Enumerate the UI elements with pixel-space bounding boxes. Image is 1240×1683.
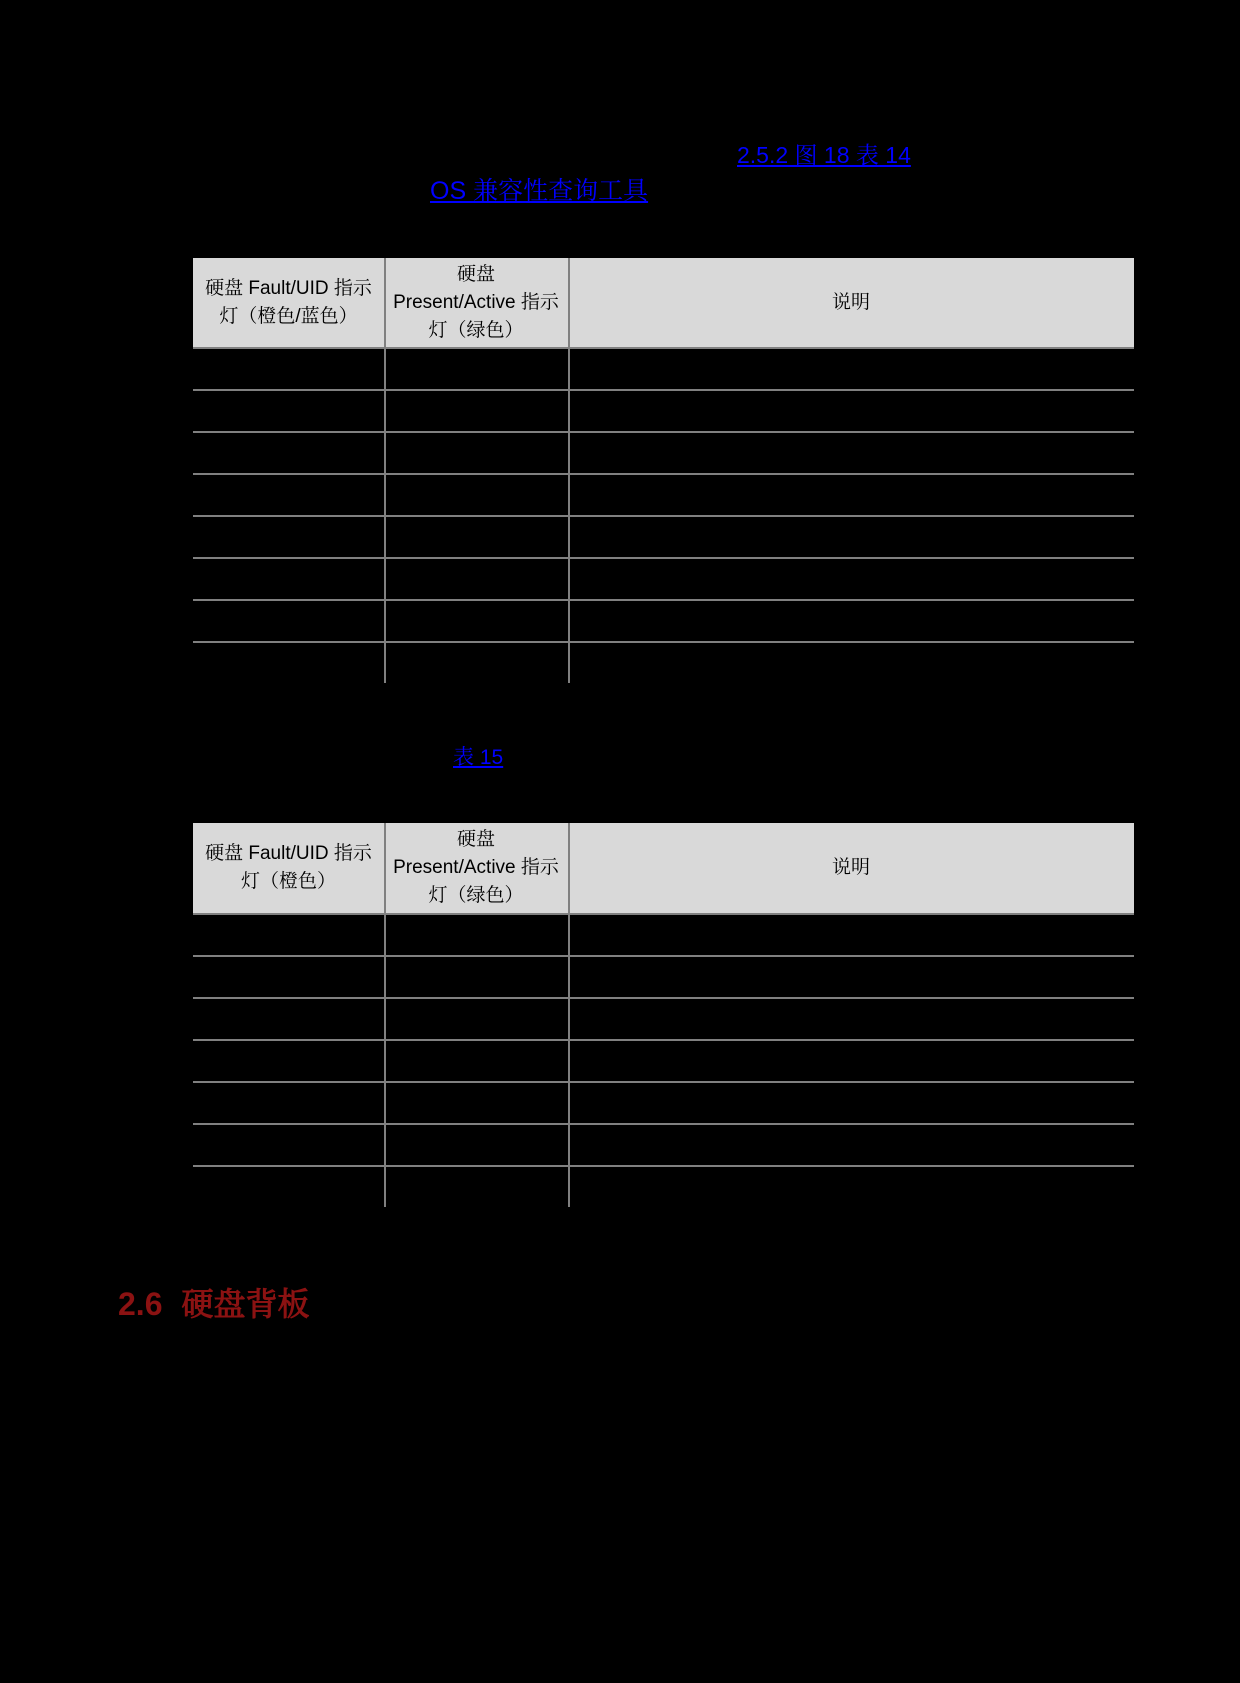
header-line: Present/Active 指示 — [393, 291, 559, 313]
table-15-column-divider-2 — [568, 823, 570, 1207]
table-row — [193, 999, 1134, 1041]
header-line: 灯（橙色/蓝色） — [219, 305, 358, 327]
link-section-figure-table-refs[interactable]: 2.5.2 图 18 表 14 — [737, 142, 911, 168]
table-15-header-row — [193, 823, 1134, 915]
link-os-compatibility-tool[interactable]: OS 兼容性查询工具 — [430, 177, 649, 205]
table-14-column-divider-2 — [568, 258, 570, 683]
table-row — [193, 349, 1134, 391]
header-line: 灯（橙色） — [240, 871, 336, 892]
table-row — [193, 391, 1134, 433]
header-line: Present/Active 指示 — [393, 857, 559, 878]
table-15-header-description — [568, 823, 1134, 913]
section-number: 2.6 — [118, 1286, 163, 1322]
table-row — [193, 1125, 1134, 1167]
header-line: 硬盘 — [456, 829, 495, 850]
table-14-partial-row — [193, 643, 1134, 683]
table-row — [193, 517, 1134, 559]
header-line: 灯（绿色） — [428, 885, 524, 906]
table-14-header-fault-uid-led — [193, 258, 384, 347]
header-line: 说明 — [831, 291, 870, 313]
table-14-header-present-active-led — [384, 258, 568, 347]
table-row — [193, 915, 1134, 957]
table-14-disk-indicators — [193, 258, 1134, 683]
header-line: 说明 — [831, 857, 870, 878]
table-row — [193, 601, 1134, 643]
header-line: 硬盘 Fault/UID 指示 — [205, 277, 372, 299]
section-title: 硬盘背板 — [181, 1286, 310, 1322]
link-table-15[interactable]: 表 15 — [453, 746, 504, 769]
table-15-body — [193, 915, 1134, 1167]
table-15-column-divider-1 — [384, 823, 386, 1207]
table-row — [193, 1083, 1134, 1125]
header-line: 灯（绿色） — [428, 319, 524, 341]
table-15-header-fault-uid-led — [193, 823, 384, 913]
table-15-header-present-active-led — [384, 823, 568, 913]
section-heading-2-6 — [118, 1279, 310, 1325]
table-row — [193, 957, 1134, 999]
table-row — [193, 475, 1134, 517]
table-15-partial-row — [193, 1167, 1134, 1207]
table-14-column-divider-1 — [384, 258, 386, 683]
table-14-header-row — [193, 258, 1134, 349]
table-15-disk-indicators — [193, 823, 1134, 1207]
table-row — [193, 559, 1134, 601]
header-line: 硬盘 Fault/UID 指示 — [205, 843, 372, 864]
header-line: 硬盘 — [456, 263, 495, 285]
table-row — [193, 433, 1134, 475]
table-row — [193, 1041, 1134, 1083]
table-14-header-description — [568, 258, 1134, 347]
table-14-body — [193, 349, 1134, 643]
